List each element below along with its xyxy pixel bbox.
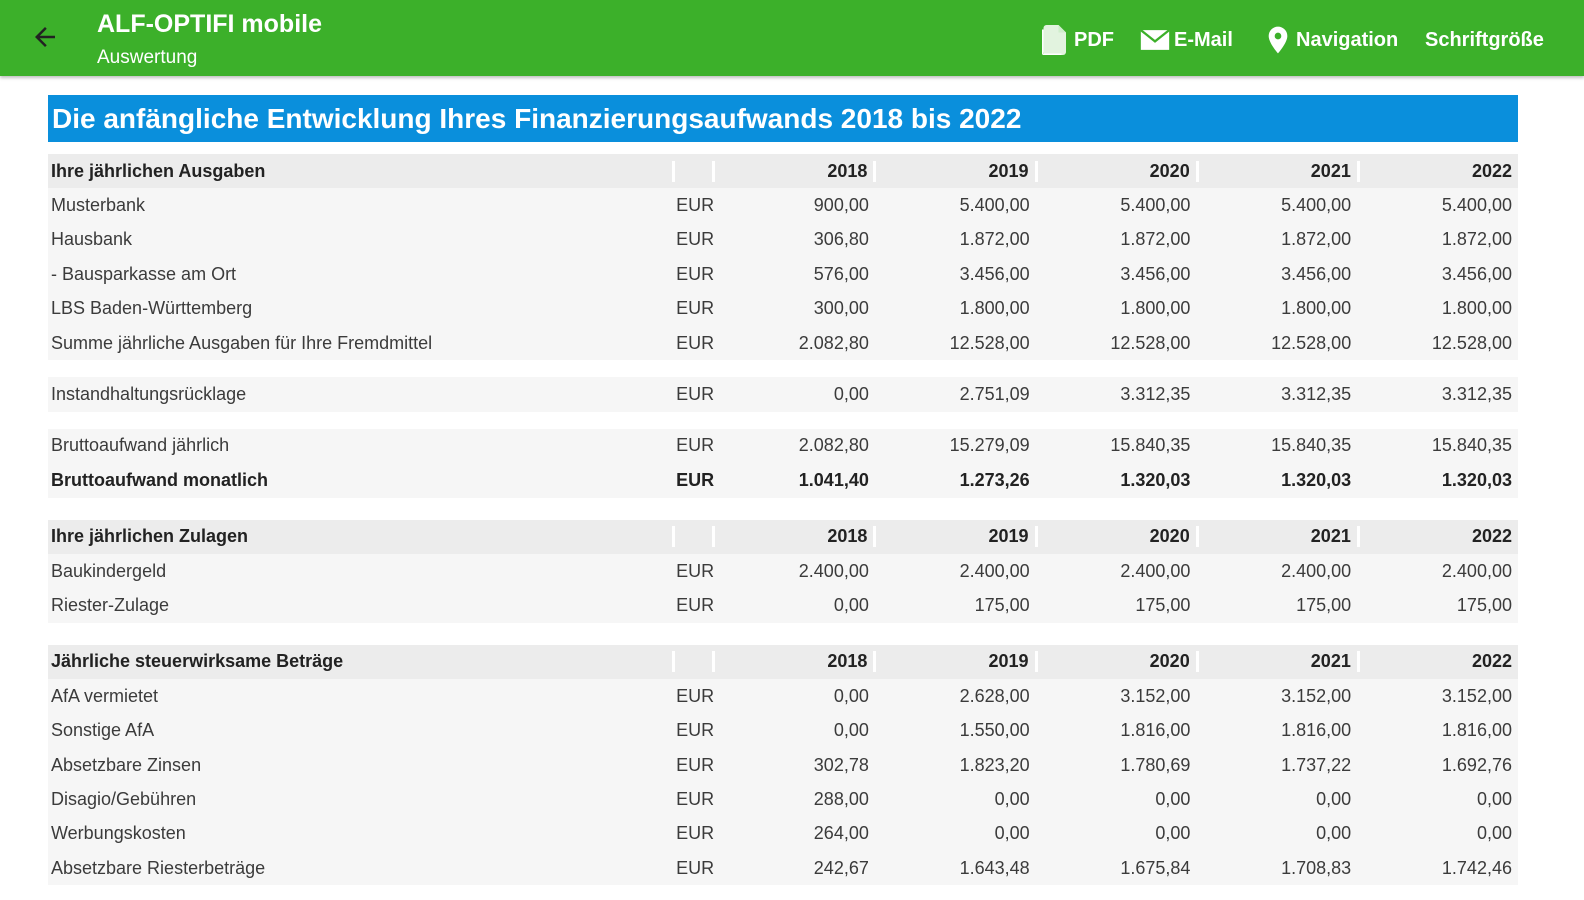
value-cell: 1.800,00 <box>959 298 1030 319</box>
unit-cell: EUR <box>676 229 715 250</box>
value-cell: 3.312,35 <box>1281 384 1352 405</box>
table-row <box>48 257 1518 291</box>
year-header: 2022 <box>1357 651 1518 672</box>
value-cell: 15.840,35 <box>1110 435 1191 456</box>
row-label: Instandhaltungsrücklage <box>51 384 247 405</box>
unit-cell: EUR <box>676 594 715 615</box>
row-label: Absetzbare Zinsen <box>51 754 202 775</box>
value-cell: 5.400,00 <box>1441 195 1512 216</box>
row-label: LBS Baden-Württemberg <box>51 298 253 319</box>
value-cell: 3.456,00 <box>1120 263 1191 284</box>
table-row <box>48 292 1518 326</box>
table-row <box>48 588 1518 622</box>
year-header: 2022 <box>1357 161 1518 182</box>
mail-icon <box>1138 23 1172 57</box>
report-table <box>48 154 1518 885</box>
value-cell: 1.273,26 <box>959 469 1030 490</box>
navigation-button[interactable] <box>1262 20 1398 60</box>
year-header: 2019 <box>873 651 1034 672</box>
value-cell: 1.800,00 <box>1441 298 1512 319</box>
year-header: 2020 <box>1035 526 1196 547</box>
value-cell: 1.675,84 <box>1120 857 1191 878</box>
value-cell: 0,00 <box>1476 823 1512 844</box>
unit-cell: EUR <box>676 435 715 456</box>
value-cell: 0,00 <box>994 823 1030 844</box>
row-label: Summe jährliche Ausgaben für Ihre Fremdmittel <box>51 332 433 353</box>
year-header: 2021 <box>1196 526 1357 547</box>
year-header: 2021 <box>1196 651 1357 672</box>
unit-cell: EUR <box>676 788 715 809</box>
unit-cell: EUR <box>676 720 715 741</box>
table-row <box>48 554 1518 588</box>
unit-cell: EUR <box>676 332 715 353</box>
table-row <box>48 377 1518 411</box>
report-title: Die anfängliche Entwicklung Ihres Finanzierungsaufwands 2018 bis 2022 <box>48 95 1518 142</box>
table-row <box>48 748 1518 782</box>
value-cell: 15.840,35 <box>1431 435 1512 456</box>
value-cell: 3.152,00 <box>1281 685 1352 706</box>
value-cell: 1.320,03 <box>1120 469 1191 490</box>
value-cell: 0,00 <box>833 685 869 706</box>
unit-cell: EUR <box>676 298 715 319</box>
table-section-heading <box>48 520 1518 554</box>
value-cell: 175,00 <box>1456 594 1512 615</box>
value-cell: 3.456,00 <box>1281 263 1352 284</box>
value-cell: 300,00 <box>813 298 869 319</box>
row-spacer <box>48 360 1518 377</box>
value-cell: 0,00 <box>1155 823 1191 844</box>
value-cell: 1.737,22 <box>1281 754 1352 775</box>
value-cell: 900,00 <box>813 195 869 216</box>
value-cell: 2.400,00 <box>798 560 869 581</box>
table-row <box>48 782 1518 816</box>
row-label: Sonstige AfA <box>51 720 155 741</box>
value-cell: 0,00 <box>1476 788 1512 809</box>
value-cell: 1.872,00 <box>959 229 1030 250</box>
row-label: - Bausparkasse am Ort <box>51 263 237 284</box>
pdf-button[interactable] <box>1036 20 1114 60</box>
value-cell: 2.400,00 <box>1281 560 1352 581</box>
row-spacer <box>48 412 1518 429</box>
unit-cell: EUR <box>676 263 715 284</box>
value-cell: 1.800,00 <box>1120 298 1191 319</box>
year-header: 2018 <box>712 526 873 547</box>
section-spacer <box>48 498 1518 520</box>
value-cell: 0,00 <box>833 384 869 405</box>
email-button[interactable] <box>1138 20 1233 60</box>
unit-cell: EUR <box>676 685 715 706</box>
value-cell: 3.152,00 <box>1120 685 1191 706</box>
row-label: Bruttoaufwand jährlich <box>51 435 230 456</box>
value-cell: 0,00 <box>1316 788 1352 809</box>
report-content <box>48 95 1518 885</box>
value-cell: 0,00 <box>1155 788 1191 809</box>
arrow-left-icon[interactable] <box>30 22 60 52</box>
value-cell: 3.456,00 <box>1441 263 1512 284</box>
table-row <box>48 326 1518 360</box>
year-header: 2019 <box>873 161 1034 182</box>
unit-cell: EUR <box>676 469 715 490</box>
row-label: Musterbank <box>51 195 146 216</box>
value-cell: 1.816,00 <box>1120 720 1191 741</box>
location-pin-icon <box>1262 22 1294 58</box>
value-cell: 1.780,69 <box>1120 754 1191 775</box>
font-size-button[interactable] <box>1425 20 1544 60</box>
row-label: Hausbank <box>51 229 133 250</box>
value-cell: 1.816,00 <box>1441 720 1512 741</box>
navigation-label: Navigation <box>1296 28 1399 51</box>
section-spacer <box>48 623 1518 645</box>
unit-cell: EUR <box>676 384 715 405</box>
value-cell: 5.400,00 <box>959 195 1030 216</box>
value-cell: 12.528,00 <box>1431 332 1512 353</box>
app-title: ALF-OPTIFI mobile <box>97 10 322 38</box>
value-cell: 0,00 <box>833 594 869 615</box>
year-header: 2020 <box>1035 161 1196 182</box>
year-header: 2018 <box>712 161 873 182</box>
value-cell: 12.528,00 <box>1271 332 1352 353</box>
value-cell: 1.823,20 <box>959 754 1030 775</box>
value-cell: 264,00 <box>813 823 869 844</box>
value-cell: 12.528,00 <box>1110 332 1191 353</box>
value-cell: 576,00 <box>813 263 869 284</box>
email-label: E-Mail <box>1174 28 1233 51</box>
value-cell: 3.312,35 <box>1120 384 1191 405</box>
table-row <box>48 817 1518 851</box>
value-cell: 1.872,00 <box>1441 229 1512 250</box>
value-cell: 302,78 <box>813 754 869 775</box>
unit-cell: EUR <box>676 754 715 775</box>
table-row <box>48 851 1518 885</box>
value-cell: 0,00 <box>1316 823 1352 844</box>
table-section-heading <box>48 154 1518 188</box>
table-row <box>48 223 1518 257</box>
section-heading-label: Ihre jährlichen Ausgaben <box>48 161 675 182</box>
value-cell: 1.643,48 <box>959 857 1030 878</box>
value-cell: 2.082,80 <box>798 435 869 456</box>
row-label: Riester-Zulage <box>51 594 170 615</box>
value-cell: 5.400,00 <box>1120 195 1191 216</box>
value-cell: 1.742,46 <box>1441 857 1512 878</box>
value-cell: 242,67 <box>813 857 869 878</box>
value-cell: 2.082,80 <box>798 332 869 353</box>
value-cell: 15.840,35 <box>1271 435 1352 456</box>
value-cell: 1.692,76 <box>1441 754 1512 775</box>
table-row <box>48 429 1518 463</box>
row-label: Bruttoaufwand monatlich <box>51 469 268 490</box>
value-cell: 0,00 <box>833 720 869 741</box>
value-cell: 1.872,00 <box>1281 229 1352 250</box>
font-size-label: Schriftgröße <box>1425 28 1544 51</box>
row-label: Werbungskosten <box>51 823 186 844</box>
value-cell: 1.872,00 <box>1120 229 1191 250</box>
year-header: 2019 <box>873 526 1034 547</box>
row-label: Disagio/Gebühren <box>51 788 197 809</box>
value-cell: 2.628,00 <box>959 685 1030 706</box>
value-cell: 1.800,00 <box>1281 298 1352 319</box>
value-cell: 2.400,00 <box>1120 560 1191 581</box>
year-header: 2022 <box>1357 526 1518 547</box>
year-header: 2018 <box>712 651 873 672</box>
value-cell: 2.751,09 <box>959 384 1030 405</box>
unit-cell: EUR <box>676 857 715 878</box>
year-header: 2020 <box>1035 651 1196 672</box>
table-row <box>48 679 1518 713</box>
table-row <box>48 463 1518 497</box>
app-bar <box>0 0 1584 76</box>
value-cell: 288,00 <box>813 788 869 809</box>
unit-cell: EUR <box>676 560 715 581</box>
value-cell: 15.279,09 <box>949 435 1030 456</box>
pdf-label: PDF <box>1074 28 1114 51</box>
value-cell: 2.400,00 <box>1441 560 1512 581</box>
table-section-heading <box>48 645 1518 679</box>
app-subtitle: Auswertung <box>97 47 198 68</box>
value-cell: 1.816,00 <box>1281 720 1352 741</box>
table-row <box>48 188 1518 222</box>
value-cell: 5.400,00 <box>1281 195 1352 216</box>
section-heading-label: Ihre jährlichen Zulagen <box>48 526 675 547</box>
document-icon <box>1036 22 1072 58</box>
row-label: Baukindergeld <box>51 560 167 581</box>
value-cell: 175,00 <box>1135 594 1191 615</box>
value-cell: 3.312,35 <box>1441 384 1512 405</box>
value-cell: 1.320,03 <box>1441 469 1512 490</box>
section-heading-label: Jährliche steuerwirksame Beträge <box>48 651 675 672</box>
value-cell: 1.320,03 <box>1281 469 1352 490</box>
unit-cell: EUR <box>676 195 715 216</box>
value-cell: 175,00 <box>1296 594 1352 615</box>
value-cell: 3.456,00 <box>959 263 1030 284</box>
value-cell: 3.152,00 <box>1441 685 1512 706</box>
table-row <box>48 713 1518 747</box>
unit-cell: EUR <box>676 823 715 844</box>
value-cell: 175,00 <box>974 594 1030 615</box>
year-header: 2021 <box>1196 161 1357 182</box>
row-label: Absetzbare Riesterbeträge <box>51 857 266 878</box>
value-cell: 306,80 <box>813 229 869 250</box>
row-label: AfA vermietet <box>51 685 159 706</box>
value-cell: 1.550,00 <box>959 720 1030 741</box>
value-cell: 1.708,83 <box>1281 857 1352 878</box>
value-cell: 0,00 <box>994 788 1030 809</box>
value-cell: 12.528,00 <box>949 332 1030 353</box>
value-cell: 2.400,00 <box>959 560 1030 581</box>
value-cell: 1.041,40 <box>798 469 869 490</box>
